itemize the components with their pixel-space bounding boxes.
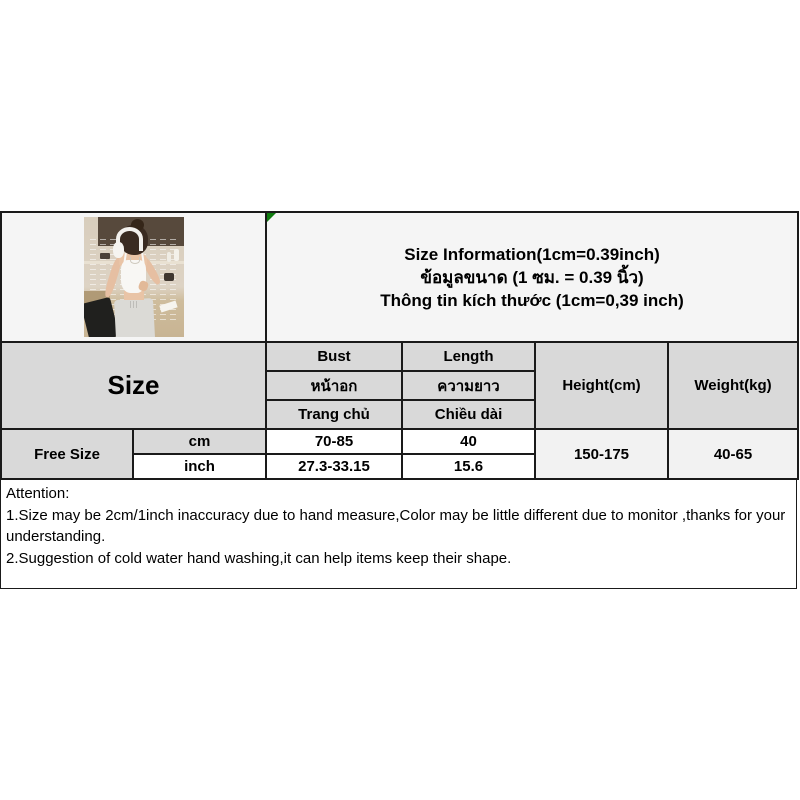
photo-necklace <box>130 257 140 264</box>
size-chart-sheet <box>0 211 797 589</box>
data-row-cm <box>1 429 798 454</box>
length-header-th: ความยาว <box>402 371 535 400</box>
title-vietnamese: Thông tin kích thước (1cm=0,39 inch) <box>380 290 684 310</box>
size-table <box>0 211 799 480</box>
green-corner-marker-icon <box>267 213 276 222</box>
attention-note-1: 1.Size may be 2cm/1inch inaccuracy due to hand measure,Color may be little different due to monitor ,thanks for your understanding. <box>6 506 786 545</box>
photo-bag <box>164 273 174 281</box>
photo-bottle <box>174 249 179 261</box>
header-media-row <box>1 212 798 342</box>
photo-speaker <box>100 253 110 259</box>
length-header-en: Length <box>402 342 535 371</box>
photo-model-waist <box>124 291 144 299</box>
unit-inch-label: inch <box>133 454 266 479</box>
column-header-row-en <box>1 342 798 371</box>
photo-pants-drawstring <box>130 301 138 308</box>
attention-note-2: 2.Suggestion of cold water hand washing,it can help items keep their shape. <box>6 549 512 567</box>
size-corner-header: Size <box>1 342 266 429</box>
free-size-label: Free Size <box>1 429 133 479</box>
bust-cm-value: 70-85 <box>266 429 402 454</box>
product-photo-cell <box>1 212 266 342</box>
bust-header-th: หน้าอก <box>266 371 402 400</box>
unit-cm-label: cm <box>133 429 266 454</box>
length-inch-value: 15.6 <box>402 454 535 479</box>
length-cm-value: 40 <box>402 429 535 454</box>
bust-header-en: Bust <box>266 342 402 371</box>
title-english: Size Information(1cm=0.39inch) <box>404 244 660 264</box>
height-value: 150-175 <box>535 429 668 479</box>
photo-headphone-earcup <box>113 242 124 258</box>
bust-inch-value: 27.3-33.15 <box>266 454 402 479</box>
attention-heading: Attention: <box>6 485 70 502</box>
size-info-title-cell <box>266 212 798 342</box>
product-photo <box>84 217 184 337</box>
length-header-vi: Chiều dài <box>402 400 535 429</box>
photo-bottle <box>167 252 171 262</box>
weight-value: 40-65 <box>668 429 798 479</box>
weight-header: Weight(kg) <box>668 342 798 429</box>
attention-note-box <box>0 480 797 589</box>
height-header: Height(cm) <box>535 342 668 429</box>
bust-header-vi: Trang chủ <box>266 400 402 429</box>
title-thai: ข้อมูลขนาด (1 ซม. = 0.39 นิ้ว) <box>420 267 644 287</box>
